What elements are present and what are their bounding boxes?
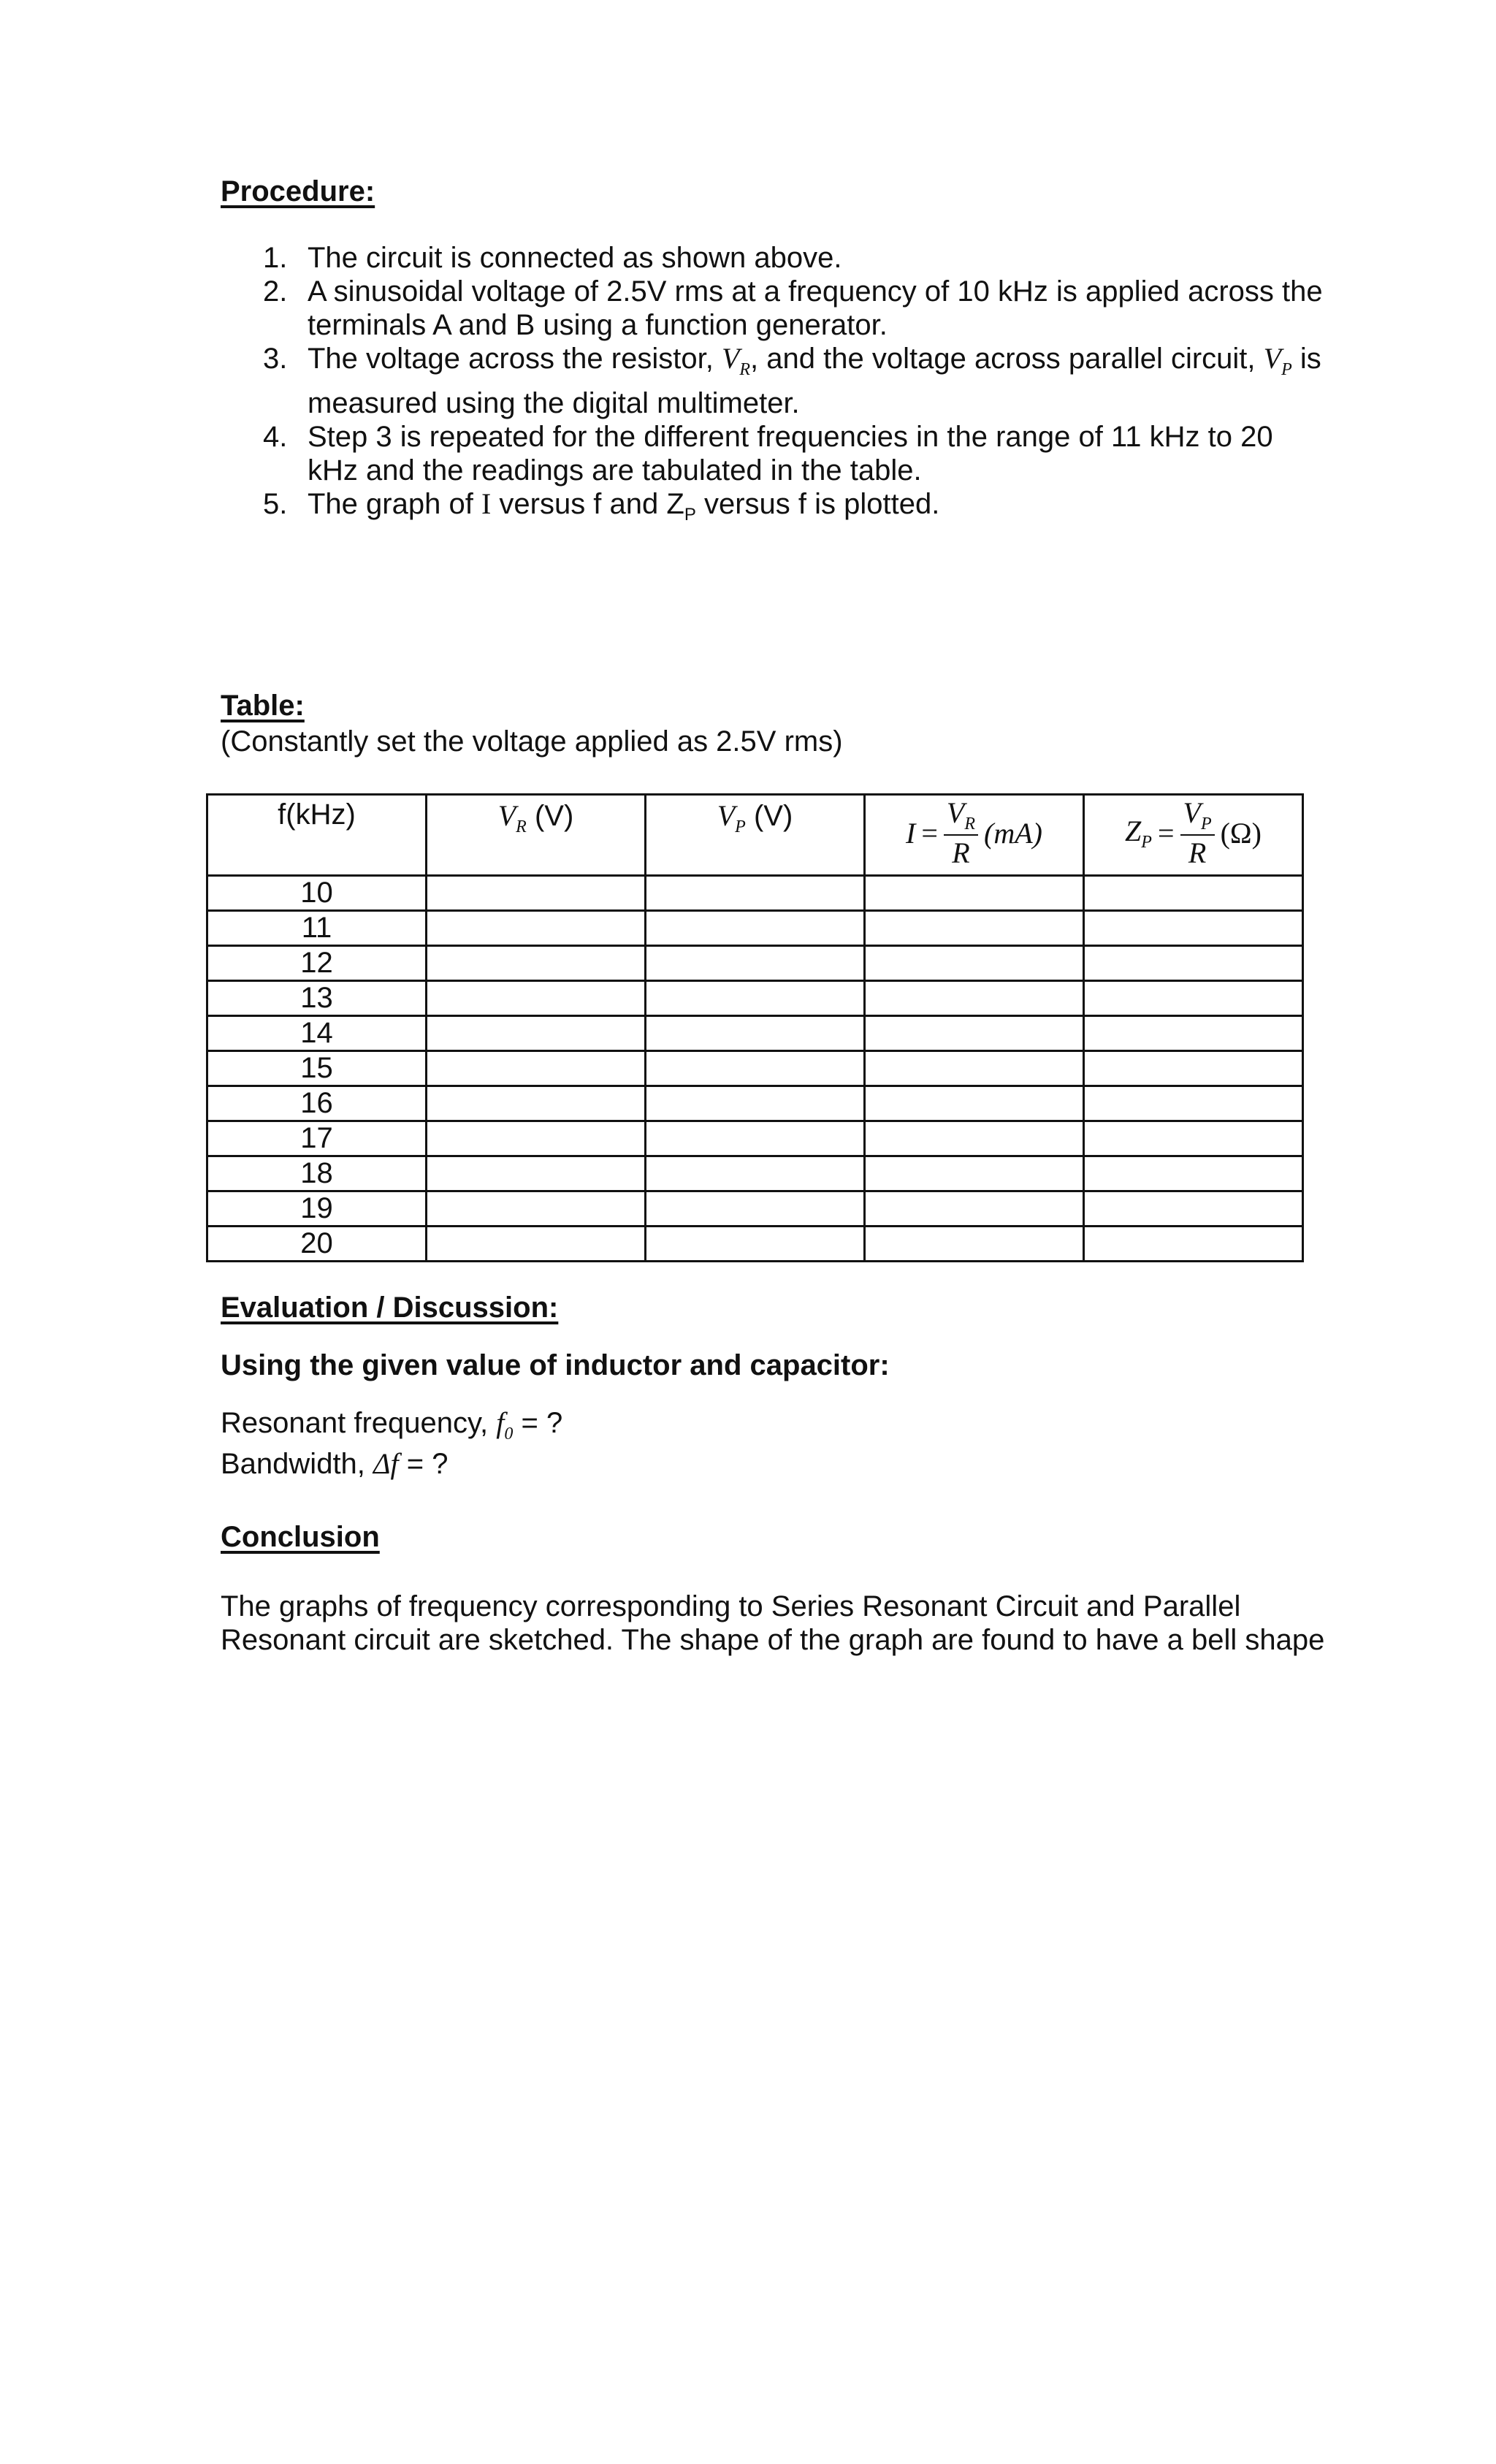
impedance-cell	[1084, 1016, 1303, 1051]
vr-cell	[427, 1051, 646, 1086]
frequency-cell: 15	[207, 1051, 427, 1086]
step-text: , and the voltage across parallel circuit,	[750, 343, 1264, 375]
frequency-cell: 19	[207, 1191, 427, 1227]
symbol-delta-f: Δf	[373, 1447, 399, 1480]
impedance-cell	[1084, 1191, 1303, 1227]
header-vr: $V_R$ (V)	[427, 795, 646, 876]
vr-cell	[427, 911, 646, 946]
table-row	[207, 946, 1303, 981]
vp-cell	[646, 1051, 865, 1086]
procedure-step	[221, 487, 1331, 532]
symbol-i: I	[481, 487, 492, 520]
impedance-cell	[1084, 981, 1303, 1016]
impedance-cell	[1084, 1156, 1303, 1191]
evaluation-heading: Evaluation / Discussion:	[221, 1292, 559, 1324]
conclusion-heading: Conclusion	[221, 1521, 380, 1553]
table-row	[207, 1051, 1303, 1086]
current-cell	[865, 1227, 1084, 1262]
frequency-cell: 11	[207, 911, 427, 946]
current-cell	[865, 1086, 1084, 1121]
step-number: 5.	[263, 488, 288, 520]
frequency-cell: 12	[207, 946, 427, 981]
procedure-step	[221, 342, 1331, 420]
frequency-cell: 16	[207, 1086, 427, 1121]
current-cell	[865, 1051, 1084, 1086]
vr-cell	[427, 1191, 646, 1227]
step-text: The graph of	[308, 488, 481, 520]
step-text: The voltage across the resistor,	[308, 343, 722, 375]
conclusion-text: The graphs of frequency corresponding to Series Resonant Circuit and Parallel Resonant circuit are sketched. The shape of the graph are found to have a bell shape	[221, 1590, 1325, 1656]
procedure-heading: Procedure:	[221, 175, 375, 207]
vp-cell	[646, 946, 865, 981]
vp-cell	[646, 1227, 865, 1262]
step-text: is measured using the digital multimeter.	[308, 343, 1321, 419]
table-row	[207, 1121, 1303, 1156]
current-cell	[865, 876, 1084, 911]
current-cell	[865, 1016, 1084, 1051]
impedance-cell	[1084, 1086, 1303, 1121]
procedure-step	[221, 420, 1331, 487]
header-frequency: f(kHz)	[207, 795, 427, 876]
table-row	[207, 1227, 1303, 1262]
table-row	[207, 1016, 1303, 1051]
bandwidth-line: Bandwidth, Δf = ?	[221, 1447, 449, 1480]
step-number: 2.	[263, 275, 288, 308]
table-row	[207, 1086, 1303, 1121]
impedance-cell	[1084, 911, 1303, 946]
step-text: The circuit is connected as shown above.	[308, 242, 842, 274]
header-impedance: $Z_P$ = $\frac{V_P}{R}$ (Ω)	[1084, 795, 1303, 876]
current-cell	[865, 981, 1084, 1016]
symbol-vp: $V_P$	[1263, 342, 1292, 379]
procedure-step	[221, 241, 1331, 275]
vr-cell	[427, 981, 646, 1016]
step-number: 1.	[263, 242, 288, 274]
vp-cell	[646, 1016, 865, 1051]
vr-cell	[427, 1156, 646, 1191]
vr-cell	[427, 1086, 646, 1121]
resonant-frequency-line: Resonant frequency, $f_0$ = ?	[221, 1406, 563, 1443]
current-cell	[865, 1191, 1084, 1227]
header-current: I = $\frac{V_R}{R}$ (mA)	[865, 795, 1084, 876]
vr-cell	[427, 876, 646, 911]
readings-table	[206, 793, 1304, 1262]
vp-cell	[646, 1121, 865, 1156]
procedure-steps	[221, 241, 1331, 532]
current-cell	[865, 946, 1084, 981]
procedure-step	[221, 275, 1331, 342]
frequency-cell: 18	[207, 1156, 427, 1191]
step-number: 4.	[263, 421, 288, 453]
evaluation-subheading: Using the given value of inductor and capacitor:	[221, 1349, 890, 1381]
frequency-cell: 17	[207, 1121, 427, 1156]
vr-cell	[427, 1016, 646, 1051]
table-row	[207, 981, 1303, 1016]
table-row	[207, 1191, 1303, 1227]
frequency-cell: 13	[207, 981, 427, 1016]
step-text: Step 3 is repeated for the different frequencies in the range of 11 kHz to 20 kHz and the readings are tabulated in the table.	[308, 421, 1273, 487]
step-text: versus f and Z	[491, 488, 684, 520]
step-number: 3.	[263, 343, 288, 375]
frequency-cell: 14	[207, 1016, 427, 1051]
vp-cell	[646, 1191, 865, 1227]
symbol-vr: $V_R$	[721, 342, 751, 379]
table-note: (Constantly set the voltage applied as 2.5V rms)	[221, 725, 843, 758]
vp-cell	[646, 1156, 865, 1191]
impedance-cell	[1084, 1051, 1303, 1086]
table-header-row	[207, 795, 1303, 876]
current-cell	[865, 1121, 1084, 1156]
vp-cell	[646, 981, 865, 1016]
header-vp: $V_P$ (V)	[646, 795, 865, 876]
step-text: A sinusoidal voltage of 2.5V rms at a frequency of 10 kHz is applied across the terminals A and B using a function generator.	[308, 275, 1323, 341]
frequency-cell: 20	[207, 1227, 427, 1262]
table-row	[207, 876, 1303, 911]
vp-cell	[646, 1086, 865, 1121]
impedance-cell	[1084, 876, 1303, 911]
vr-cell	[427, 946, 646, 981]
impedance-cell	[1084, 946, 1303, 981]
frequency-cell: 10	[207, 876, 427, 911]
impedance-cell	[1084, 1227, 1303, 1262]
vp-cell	[646, 911, 865, 946]
current-cell	[865, 1156, 1084, 1191]
vp-cell	[646, 876, 865, 911]
symbol-f0: $f_0$	[496, 1406, 514, 1443]
step-text: versus f is plotted.	[695, 488, 940, 520]
table-heading: Table:	[221, 690, 305, 722]
vr-cell	[427, 1227, 646, 1262]
table-row	[207, 1156, 1303, 1191]
subscript-p: P	[684, 505, 696, 525]
impedance-cell	[1084, 1121, 1303, 1156]
vr-cell	[427, 1121, 646, 1156]
current-cell	[865, 911, 1084, 946]
table-row	[207, 911, 1303, 946]
